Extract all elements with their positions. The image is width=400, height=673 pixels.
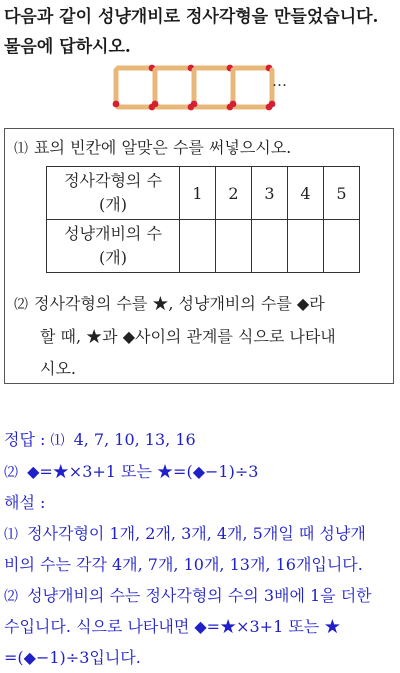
question-2-number: ⑵ — [14, 297, 28, 313]
answer-2-text: ◆=★×3+1 또는 ★=(◆−1)÷3 — [22, 462, 258, 481]
table-cell: 2 — [216, 167, 252, 220]
answer-section — [4, 425, 398, 673]
match-head — [113, 101, 120, 108]
table-cell: 3 — [252, 167, 288, 220]
answer-1-text: 4, 7, 10, 13, 16 — [68, 430, 195, 449]
row-header-squares-line1: 정사각형의 수 — [47, 169, 179, 193]
question-1-text: 표의 빈칸에 알맞은 수를 써넣으시오. — [34, 138, 291, 157]
question-2-line-3: 시오. — [14, 353, 386, 385]
table-cell: 4 — [288, 167, 324, 220]
explanation-2-number: ⑵ — [4, 589, 18, 605]
explanation-2-text-1: 성냥개비의 수는 정사각형의 수의 3배에 1을 더한 — [22, 586, 372, 605]
row-header-matchsticks-line2: (개) — [47, 246, 179, 270]
match-head — [269, 101, 276, 108]
answer-2-line — [4, 457, 398, 489]
explanation-1-line-2: 비의 수는 각각 4개, 7개, 10개, 13개, 16개입니다. — [4, 550, 398, 581]
row-header-matchsticks — [47, 220, 180, 273]
blank-cell[interactable] — [288, 220, 324, 273]
blank-cell[interactable] — [252, 220, 288, 273]
matchstick-figure — [108, 60, 288, 112]
match-head — [152, 101, 159, 108]
explanation-1-text-1: 정사각형이 1개, 2개, 3개, 4개, 5개일 때 성냥개 — [22, 524, 366, 543]
question-2-line-1 — [14, 288, 386, 321]
explanation-2-line-3: =(◆−1)÷3입니다. — [4, 643, 398, 673]
answer-1-number: ⑴ — [50, 433, 64, 449]
explanation-label: 해설 : — [4, 488, 398, 519]
question-1-number: ⑴ — [14, 141, 28, 157]
match-head — [230, 101, 237, 108]
row-header-squares-line2: (개) — [47, 193, 179, 217]
row-header-squares — [47, 167, 180, 220]
question-2 — [14, 288, 386, 385]
explanation-1-number: ⑴ — [4, 527, 18, 543]
answer-line — [4, 425, 398, 457]
table-row — [47, 167, 360, 220]
explanation-1-line-1 — [4, 519, 398, 551]
explanation-2-line-1 — [4, 581, 398, 613]
problem-intro — [4, 2, 396, 62]
answer-label: 정답 : — [4, 430, 50, 449]
match-head — [191, 101, 198, 108]
explanation-2-line-2: 수입니다. 식으로 나타내면 ◆=★×3+1 또는 ★ — [4, 612, 398, 643]
intro-line-2: 물음에 답하시오. — [4, 32, 396, 62]
answer-table — [46, 166, 360, 273]
row-header-matchsticks-line1: 성냥개비의 수 — [47, 222, 179, 246]
blank-cell[interactable] — [324, 220, 360, 273]
question-2-line-2: 할 때, ★과 ◆사이의 관계를 식으로 나타내 — [14, 321, 386, 353]
continuation-ellipsis: … — [272, 72, 287, 90]
table-cell: 5 — [324, 167, 360, 220]
table-cell: 1 — [180, 167, 216, 220]
question-2-text-1: 정사각형의 수를 ★, 성냥개비의 수를 ◆라 — [34, 294, 325, 313]
table-row — [47, 220, 360, 273]
blank-cell[interactable] — [180, 220, 216, 273]
blank-cell[interactable] — [216, 220, 252, 273]
question-1 — [14, 135, 291, 162]
answer-2-number: ⑵ — [4, 465, 18, 481]
intro-line-1: 다음과 같이 성냥개비로 정사각형을 만들었습니다. — [4, 2, 396, 32]
